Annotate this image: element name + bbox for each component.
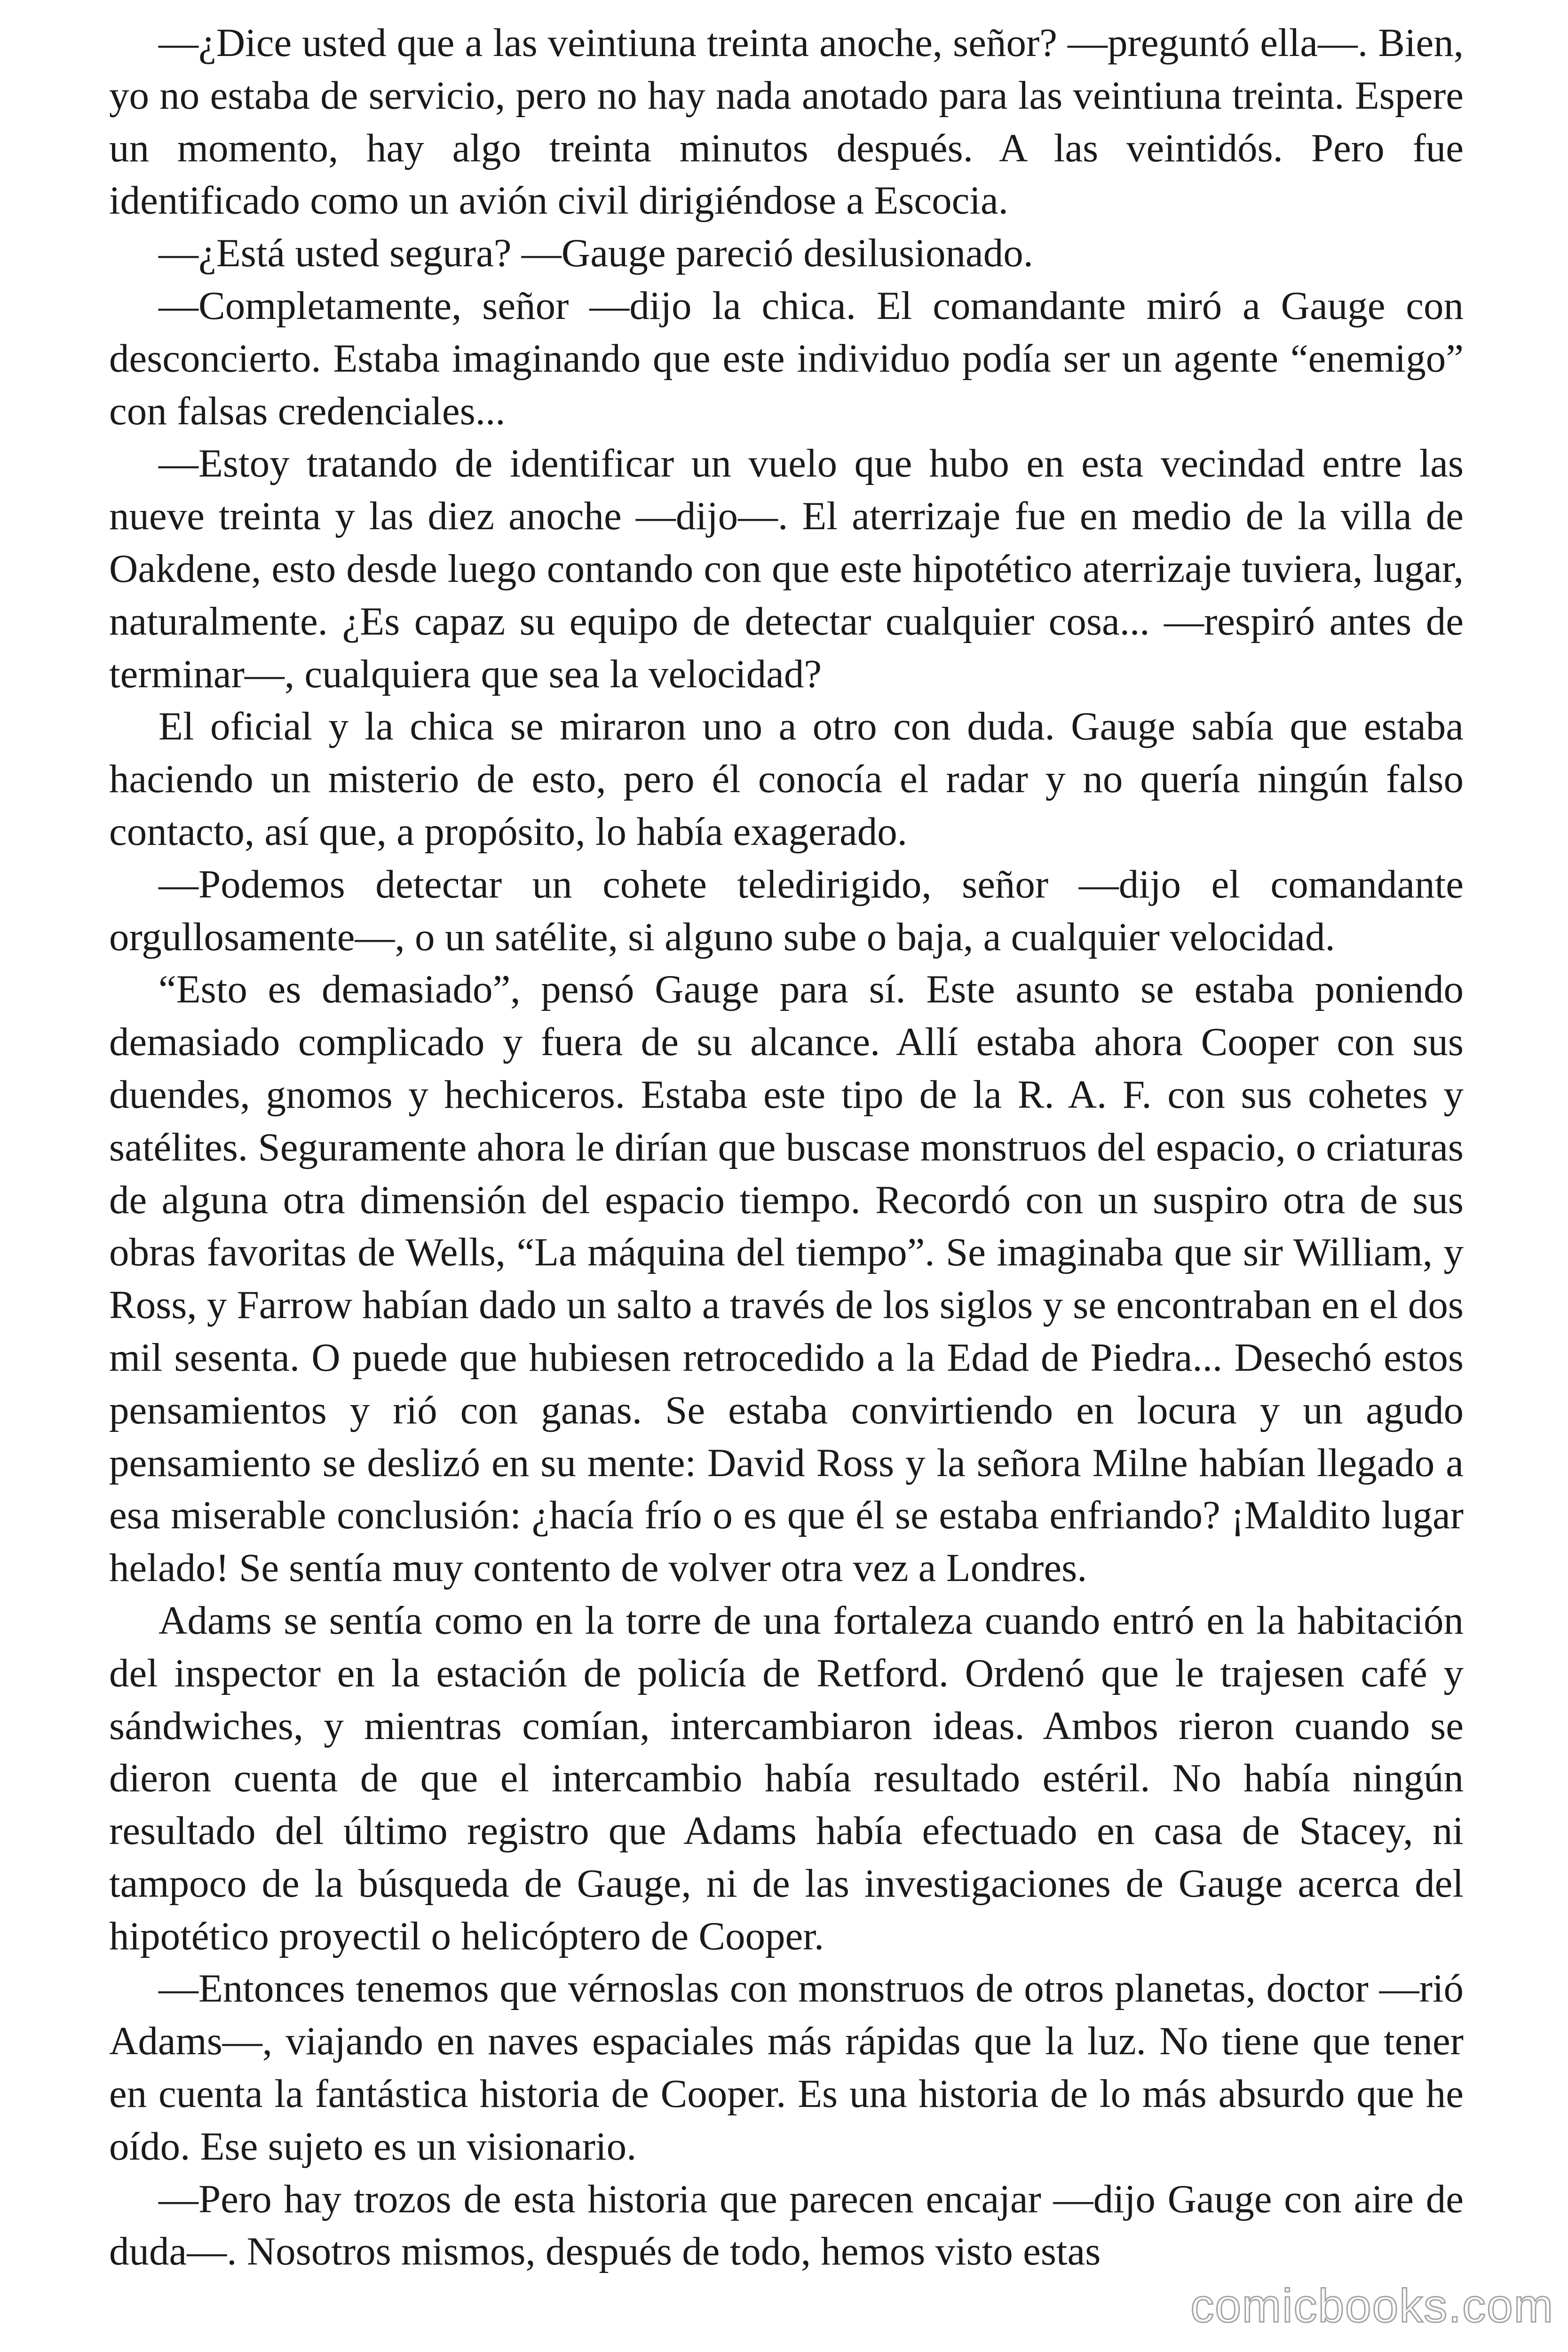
paragraph: —¿Dice usted que a las veintiuna treinta anoche, señor? —preguntó ella—. Bien, yo no estaba de servicio, pero no hay nada anotado para las veintiuna treinta. Espere un momento, hay algo treinta minutos después. A las veintidós. Pero fue identificado como un avión civil dirigiéndose a Escocia.	[109, 21, 1464, 223]
page-body	[109, 17, 1464, 2278]
paragraph: —Pero hay trozos de esta historia que parecen encajar —dijo Gauge con aire de duda—. Nosotros mismos, después de todo, hemos visto estas	[109, 2177, 1464, 2274]
paragraph: —¿Está usted segura? —Gauge pareció desilusionado.	[158, 231, 1033, 276]
paragraph: —Completamente, señor —dijo la chica. El comandante miró a Gauge con desconcierto. Estaba imaginando que este individuo podía ser un agente “enemigo” con falsas credenciales...	[109, 283, 1464, 433]
watermark: comicbooks.com	[1190, 2280, 1554, 2332]
paragraph: —Estoy tratando de identificar un vuelo que hubo en esta vecindad entre las nueve treinta y las diez anoche —dijo—. El aterrizaje fue en medio de la villa de Oakdene, esto desde luego contando con que este hipotético aterrizaje tuviera, lugar, naturalmente. ¿Es capaz su equipo de detectar cualquier cosa... —respiró antes de terminar—, cualquiera que sea la velocidad?	[109, 441, 1464, 696]
paragraph: Adams se sentía como en la torre de una fortaleza cuando entró en la habitación del inspector en la estación de policía de Retford. Ordenó que le trajesen café y sándwiches, y mientras comían, intercambiaron ideas. Ambos rieron cuando se dieron cuenta de que el intercambio había resultado estéril. No había ningún resultado del último registro que Adams había efectuado en casa de Stacey, ni tampoco de la búsqueda de Gauge, ni de las investigaciones de Gauge acerca del hipotético proyectil o helicóptero de Cooper.	[109, 1598, 1464, 1958]
paragraph: —Podemos detectar un cohete teledirigido, señor —dijo el comandante orgullosamente—, o un satélite, si alguno sube o baja, a cualquier velocidad.	[109, 862, 1464, 959]
paragraph: “Esto es demasiado”, pensó Gauge para sí. Este asunto se estaba poniendo demasiado complicado y fuera de su alcance. Allí estaba ahora Cooper con sus duendes, gnomos y hechiceros. Estaba este tipo de la R. A. F. con sus cohetes y satélites. Seguramente ahora le dirían que buscase monstruos del espacio, o criaturas de alguna otra dimensión del espacio tiempo. Recordó con un suspiro otra de sus obras favoritas de Wells, “La máquina del tiempo”. Se imaginaba que sir William, y Ross, y Farrow habían dado un salto a través de los siglos y se encontraban en el dos mil sesenta. O puede que hubiesen retrocedido a la Edad de Piedra... Desechó estos pensamientos y rió con ganas. Se estaba convirtiendo en locura y un agudo pensamiento se deslizó en su mente: David Ross y la señora Milne habían llegado a esa miserable conclusión: ¿hacía frío o es que él se estaba enfriando? ¡Maldito lugar helado! Se sentía muy contento de volver otra vez a Londres.	[109, 967, 1464, 1590]
paragraph: El oficial y la chica se miraron uno a otro con duda. Gauge sabía que estaba haciendo un misterio de esto, pero él conocía el radar y no quería ningún falso contacto, así que, a propósito, lo había exagerado.	[109, 704, 1464, 854]
paragraph: —Entonces tenemos que vérnoslas con monstruos de otros planetas, doctor —rió Adams—, viajando en naves espaciales más rápidas que la luz. No tiene que tener en cuenta la fantástica historia de Cooper. Es una historia de lo más absurdo que he oído. Ese sujeto es un visionario.	[109, 1966, 1464, 2169]
